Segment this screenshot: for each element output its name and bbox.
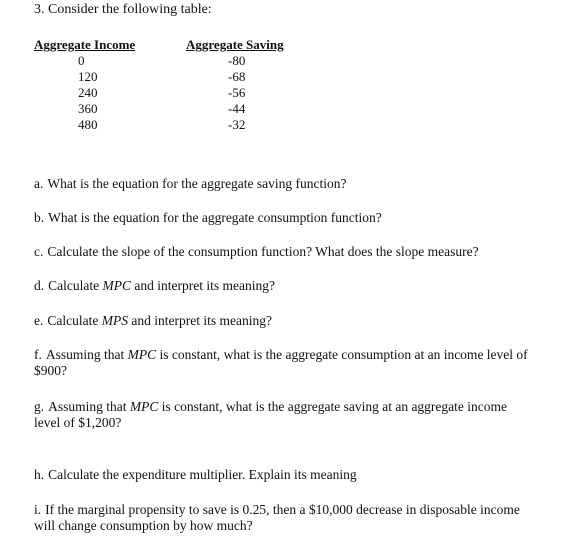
table-header-row (34, 36, 306, 53)
question-h (34, 467, 534, 483)
question-term-mpc: MPC (102, 278, 131, 293)
question-text-pre: Assuming that (45, 347, 128, 362)
question-text-pre: Assuming that (48, 399, 130, 414)
question-g (34, 399, 534, 431)
question-letter: b. (34, 210, 45, 225)
cell-saving: -44 (228, 101, 246, 116)
cell-saving: -80 (228, 53, 246, 68)
question-term-mpc: MPC (127, 347, 157, 362)
question-letter: g. (34, 399, 45, 414)
question-letter: i. (34, 502, 42, 517)
question-text-post: is constant, what is the aggregate saving at an aggregate income level of $1,200? (34, 399, 508, 430)
question-b (34, 210, 534, 226)
question-term-mpc: MPC (129, 399, 159, 414)
cell-saving: -68 (228, 69, 246, 84)
table-row (34, 117, 306, 133)
question-letter: e. (34, 313, 44, 328)
cell-income: 360 (78, 101, 98, 116)
table-row (34, 101, 306, 117)
table-row (34, 85, 306, 101)
question-text: Calculate the expenditure multiplier. Explain its meaning (48, 467, 357, 482)
question-letter: c. (34, 244, 44, 259)
question-text-pre: Calculate (48, 278, 103, 293)
question-e (34, 313, 534, 329)
question-a (34, 176, 534, 192)
cell-saving: -32 (228, 117, 246, 132)
question-d (34, 278, 534, 294)
question-text: What is the equation for the aggregate saving function? (47, 176, 347, 191)
question-text: What is the equation for the aggregate consumption function? (48, 210, 382, 225)
question-f (34, 347, 534, 379)
income-saving-table (34, 36, 306, 133)
question-text-pre: Calculate (47, 313, 102, 328)
question-heading: 3. Consider the following table: (34, 2, 212, 17)
table-row (34, 69, 306, 85)
question-text-post: and interpret its meaning? (127, 313, 272, 328)
table-row (34, 53, 306, 69)
question-letter: a. (34, 176, 44, 191)
question-term-mps: MPS (101, 313, 128, 328)
question-letter: h. (34, 467, 45, 482)
column-header-aggregate-income: Aggregate Income (34, 37, 136, 52)
question-letter: d. (34, 278, 45, 293)
column-header-aggregate-saving: Aggregate Saving (186, 37, 284, 52)
cell-income: 240 (78, 85, 98, 100)
cell-income: 0 (78, 53, 85, 68)
question-text: Calculate the slope of the consumption function? What does the slope measure? (47, 244, 479, 259)
question-text-post: and interpret its meaning? (130, 278, 275, 293)
question-text: If the marginal propensity to save is 0.25, then a $10,000 decrease in disposable income will change consumption by how much? (34, 502, 520, 533)
question-c (34, 244, 534, 260)
cell-income: 480 (78, 117, 98, 132)
cell-saving: -56 (228, 85, 246, 100)
cell-income: 120 (78, 69, 98, 84)
question-i (34, 502, 534, 534)
question-text-post: is constant, what is the aggregate consumption at an income level of $900? (34, 347, 528, 378)
question-letter: f. (34, 347, 42, 362)
